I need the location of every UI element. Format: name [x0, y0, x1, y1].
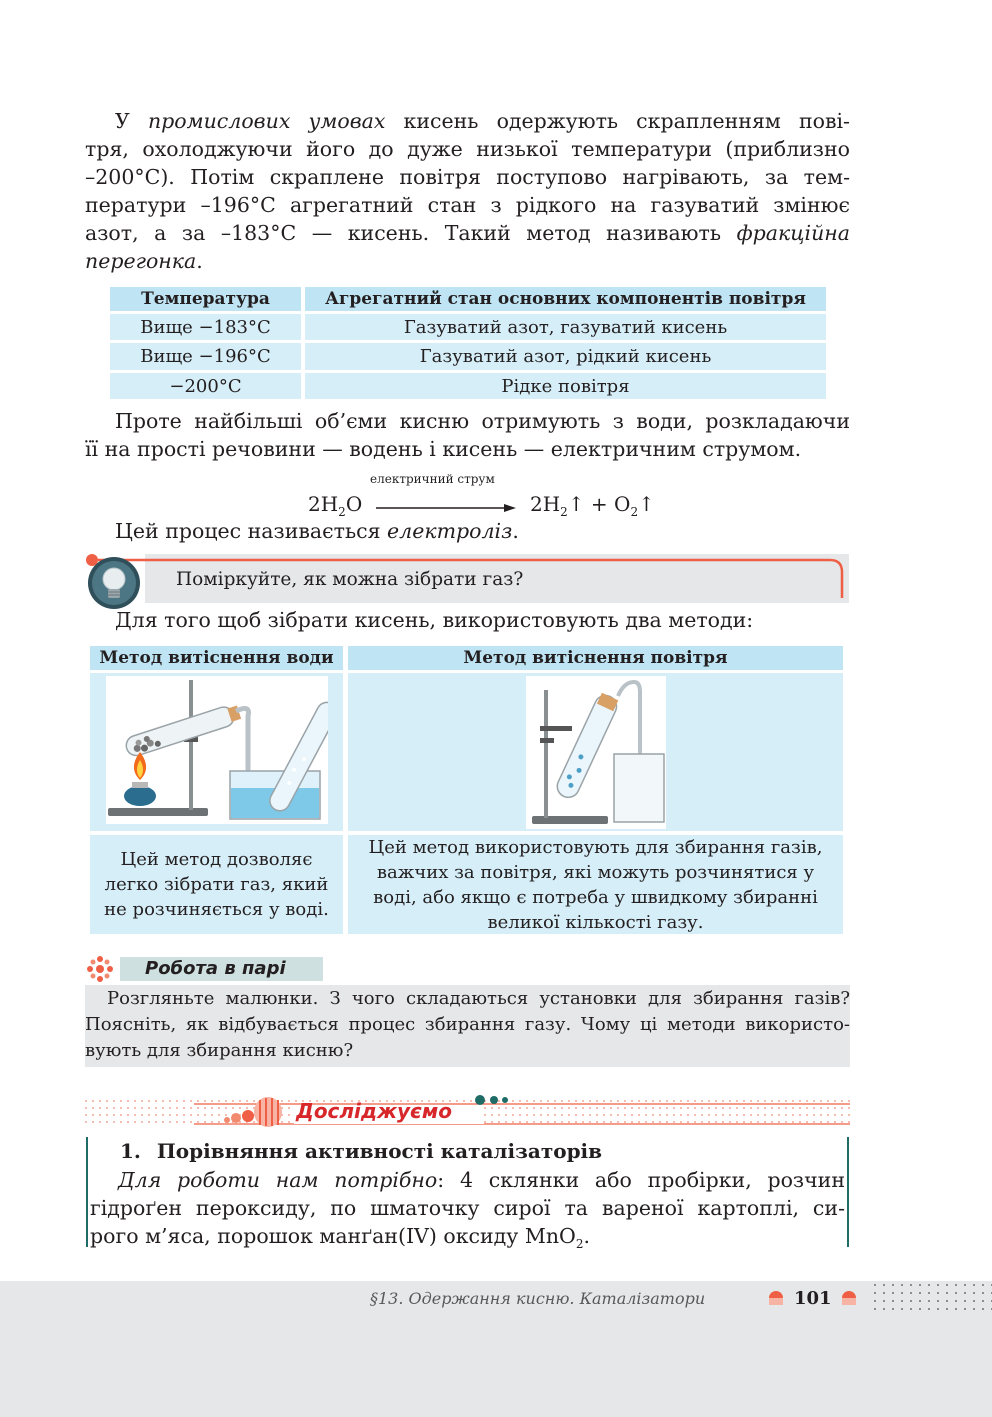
intro-line — [85, 247, 850, 275]
text-line — [90, 1222, 845, 1250]
method-description-left — [90, 835, 343, 934]
table-cell: Вище −196°С — [110, 343, 301, 370]
text: . — [196, 249, 203, 273]
text: Цей процес називається — [115, 519, 388, 543]
intro-paragraph — [85, 107, 850, 275]
equation-right — [530, 492, 655, 519]
table-cell: Газуватий азот, газуватий кисень — [305, 314, 826, 340]
text: Розгляньте малюнки. З чого складаються установки для збирання газів? — [107, 988, 850, 1009]
item-title: Порівняння активності каталізаторів — [156, 1139, 603, 1163]
text-line: Поясніть, як відбувається процес збирання газу. Чому ці методи використо- — [85, 1014, 850, 1035]
italic-term: електроліз — [387, 519, 513, 543]
text: азот, а за –183°С — кисень. Такий метод називають — [85, 221, 737, 245]
table-cell: Рідке повітря — [305, 373, 826, 399]
water-line — [85, 407, 850, 435]
text: ↑ — [638, 492, 655, 516]
intro-line: тря, охолоджуючи його до дуже низької температури (приблизно — [85, 137, 850, 161]
table-cell: Вище −183°С — [110, 314, 301, 340]
research-right-bar — [847, 1137, 849, 1247]
italic-term: промислових умовах — [147, 109, 386, 133]
text: рого м’яса, порошок манґан(IV) оксиду MnO — [90, 1224, 576, 1248]
subscript: 2 — [338, 505, 346, 519]
text: Цей метод дозволяє — [120, 849, 313, 870]
table-header: Метод витіснення повітря — [348, 646, 843, 670]
pair-work-title: Робота в парі — [145, 958, 286, 979]
reaction-arrow-icon — [376, 500, 516, 516]
water-paragraph — [85, 407, 850, 463]
footer-dots-decoration — [872, 1282, 992, 1312]
page-marker-right-icon — [841, 1288, 857, 1308]
text: Проте найбільші об’єми кисню отримують з води, розкладаючи — [115, 409, 850, 433]
text: У — [115, 109, 148, 133]
research-header-decoration — [84, 1092, 854, 1132]
text-line — [90, 1166, 845, 1194]
table-cell: −200°С — [110, 373, 301, 399]
research-title: Досліджуємо — [296, 1099, 452, 1123]
text: O — [345, 492, 363, 516]
text: кисень одержують скрапленням пові- — [385, 109, 850, 133]
text: важчих за повітря, які можуть розчинятися у — [376, 861, 815, 883]
intro-line — [85, 219, 850, 247]
italic-term: фракційна — [736, 221, 850, 245]
pair-work-icon — [84, 954, 116, 984]
water-displacement-illustration — [106, 676, 328, 824]
equation-left — [308, 492, 362, 519]
table-header: Температура — [110, 287, 301, 311]
text-line: вують для збирання кисню? — [85, 1040, 354, 1061]
methods-intro: Для того щоб зібрати кисень, використовують два методи: — [115, 608, 754, 632]
electrolysis-line — [115, 519, 519, 543]
text: воді, або якщо є потреба у швидкому збиранні — [373, 886, 818, 908]
lightbulb-icon — [86, 555, 142, 611]
text: ↑ + O — [567, 492, 631, 516]
research-item-heading — [120, 1139, 602, 1163]
italic-term: Для роботи нам потрібно — [118, 1168, 438, 1192]
text: Цей метод використовують для збирання газів, — [368, 836, 823, 858]
item-number: 1. — [120, 1139, 141, 1163]
think-text: Поміркуйте, як можна зібрати газ? — [176, 569, 524, 590]
text: . — [512, 519, 519, 543]
research-left-bar — [86, 1137, 88, 1247]
pair-work-text — [85, 986, 850, 1064]
research-paragraph — [90, 1166, 845, 1250]
subscript: 2 — [575, 1237, 584, 1251]
text: не розчиняється у воді. — [104, 899, 329, 920]
text-line — [85, 986, 850, 1012]
subscript: 2 — [560, 505, 568, 519]
text: легко зібрати газ, який — [104, 874, 329, 895]
running-title: §13. Одержання кисню. Каталізатори — [370, 1289, 706, 1308]
text: великої кількості газу. — [487, 911, 704, 933]
table-header: Агрегатний стан основних компонентів повітря — [305, 287, 826, 311]
text-line: гідроґен пероксиду, по шматочку сирої та вареної картоплі, си- — [90, 1196, 845, 1220]
text: : 4 склянки або пробірки, розчин — [437, 1168, 845, 1192]
subscript: 2 — [630, 505, 639, 519]
intro-line: ператури –196°С агрегатний стан з рідкого на газуватий змінює — [85, 193, 850, 217]
text: 2H — [530, 492, 561, 516]
water-line: її на прості речовини — водень і кисень — електричним струмом. — [85, 437, 802, 461]
page-number: 101 — [794, 1288, 832, 1309]
equation-condition: електричний струм — [370, 472, 495, 486]
italic-term: перегонка — [85, 249, 197, 273]
page-marker-left-icon — [768, 1288, 784, 1308]
table-cell: Газуватий азот, рідкий кисень — [305, 343, 826, 370]
text: 2H — [308, 492, 339, 516]
text: . — [583, 1224, 591, 1248]
table-header: Метод витіснення води — [90, 646, 343, 670]
method-description-right — [348, 835, 843, 934]
intro-line — [85, 107, 850, 135]
air-displacement-illustration — [526, 676, 666, 829]
intro-line: –200°С). Потім скраплене повітря поступово нагрівають, за тем- — [85, 165, 850, 189]
